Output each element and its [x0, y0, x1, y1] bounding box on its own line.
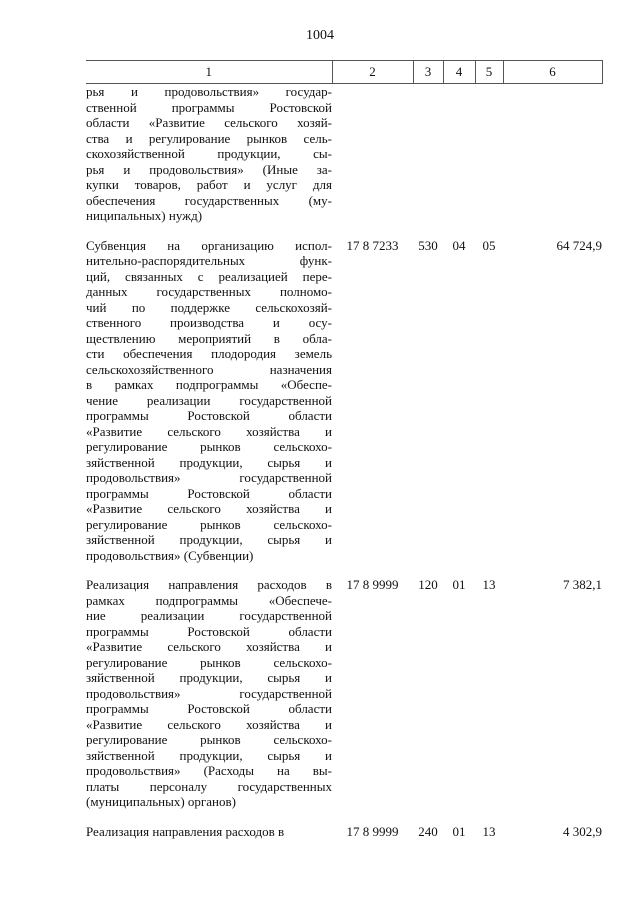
budget-table	[86, 60, 603, 839]
row-expense-type: 530	[418, 237, 438, 253]
description-line: обеспечения государственных (му-	[86, 192, 332, 208]
description-line: нительно-распорядительных функ-	[86, 253, 332, 268]
description-line: зяйственной продукции, сырья и	[86, 454, 332, 470]
row-description	[86, 238, 332, 564]
row-expense-type	[413, 84, 443, 224]
description-line: программы Ростовской области	[86, 701, 332, 716]
description-line: Реализация направления расходов в	[86, 823, 285, 839]
row-subsection	[475, 84, 503, 224]
description-line: программы Ростовской области	[86, 623, 332, 639]
description-line: продовольствия» (Расходы на вы-	[86, 763, 332, 778]
row-amount	[503, 84, 602, 224]
row-target-article: 17 8 9999	[346, 577, 399, 592]
description-line: ственной программы Ростовской	[86, 99, 332, 115]
description-line: ние реализации государственной	[86, 608, 332, 623]
row-amount: 4 302,9	[563, 823, 602, 839]
row-description	[86, 84, 332, 224]
column-header-description: 1	[86, 61, 332, 84]
description-line: «Развитие сельского хозяйства и	[86, 501, 332, 516]
description-line: платы персоналу государственных	[86, 778, 332, 794]
description-line: зяйственной продукции, сырья и	[86, 747, 332, 763]
description-line: «Развитие сельского хозяйства и	[86, 639, 332, 654]
description-line: программы Ростовской области	[86, 408, 332, 423]
row-expense-type: 120	[418, 577, 438, 592]
row-description	[86, 824, 332, 840]
description-line: купки товаров, работ и услуг для	[86, 177, 332, 192]
description-line: данных государственных полномо-	[86, 284, 332, 299]
description-line: сельскохозяйственного назначения	[86, 361, 332, 377]
description-line: рья и продовольствия» государ-	[86, 84, 332, 99]
description-line: продовольствия» (Субвенции)	[86, 547, 254, 563]
description-line: (муниципальных) органов)	[86, 794, 236, 809]
column-header-target-article: 2	[332, 61, 413, 84]
row-section: 04	[452, 237, 466, 253]
table-row	[86, 824, 602, 840]
description-line: программы Ростовской области	[86, 485, 332, 501]
description-line: Реализация направления расходов в	[86, 577, 332, 592]
table-row	[86, 238, 602, 564]
table-row	[86, 577, 602, 810]
row-target-article: 17 8 9999	[346, 823, 399, 839]
row-subsection: 13	[482, 577, 496, 592]
column-header-subsection: 5	[475, 61, 503, 84]
row-subsection: 05	[482, 237, 496, 253]
description-line: ций, связанных с реализацией пере-	[86, 268, 332, 284]
description-line: «Развитие сельского хозяйства и	[86, 423, 332, 439]
description-line: чий по поддержке сельскохозяй-	[86, 299, 332, 315]
description-line: продовольствия» государственной	[86, 470, 332, 485]
column-header-expense-type: 3	[413, 61, 443, 84]
description-line: чение реализации государственной	[86, 392, 332, 408]
table-row	[86, 84, 602, 224]
table-header-row	[86, 61, 602, 84]
description-line: ства и регулирование рынков сель-	[86, 130, 332, 146]
description-line: сти обеспечения плодородия земель	[86, 346, 332, 361]
description-line: продовольствия» государственной	[86, 685, 332, 701]
row-subsection: 13	[482, 823, 496, 839]
row-section: 01	[452, 577, 466, 592]
description-line: области «Развитие сельского хозяй-	[86, 115, 332, 130]
description-line: в рамках подпрограммы «Обеспе-	[86, 377, 332, 392]
description-line: ниципальных) нужд)	[86, 208, 203, 223]
page-number: 1004	[306, 28, 334, 43]
description-line: регулирование рынков сельскохо-	[86, 654, 332, 670]
description-line: регулирование рынков сельскохо-	[86, 732, 332, 747]
description-line: «Развитие сельского хозяйства и	[86, 716, 332, 732]
row-amount: 7 382,1	[563, 577, 602, 592]
column-header-amount: 6	[503, 61, 602, 84]
row-target-article	[332, 84, 413, 224]
description-line: регулирование рынков сельскохо-	[86, 439, 332, 454]
description-line: регулирование рынков сельскохо-	[86, 516, 332, 532]
row-section: 01	[452, 823, 466, 839]
row-section	[443, 84, 475, 224]
description-line: ственного производства и осу-	[86, 315, 332, 330]
row-description	[86, 577, 332, 810]
description-line: зяйственной продукции, сырья и	[86, 532, 332, 547]
description-line: скохозяйственной продукции, сы-	[86, 146, 332, 161]
row-expense-type: 240	[418, 823, 438, 839]
description-line: Субвенция на организацию испол-	[86, 237, 332, 253]
row-amount: 64 724,9	[556, 237, 602, 253]
description-line: ществлению мероприятий в обла-	[86, 330, 332, 346]
description-line: зяйственной продукции, сырья и	[86, 670, 332, 685]
column-header-section: 4	[443, 61, 475, 84]
description-line: рамках подпрограммы «Обеспече-	[86, 592, 332, 608]
description-line: рья и продовольствия» (Иные за-	[86, 161, 332, 177]
row-target-article: 17 8 7233	[346, 237, 399, 253]
